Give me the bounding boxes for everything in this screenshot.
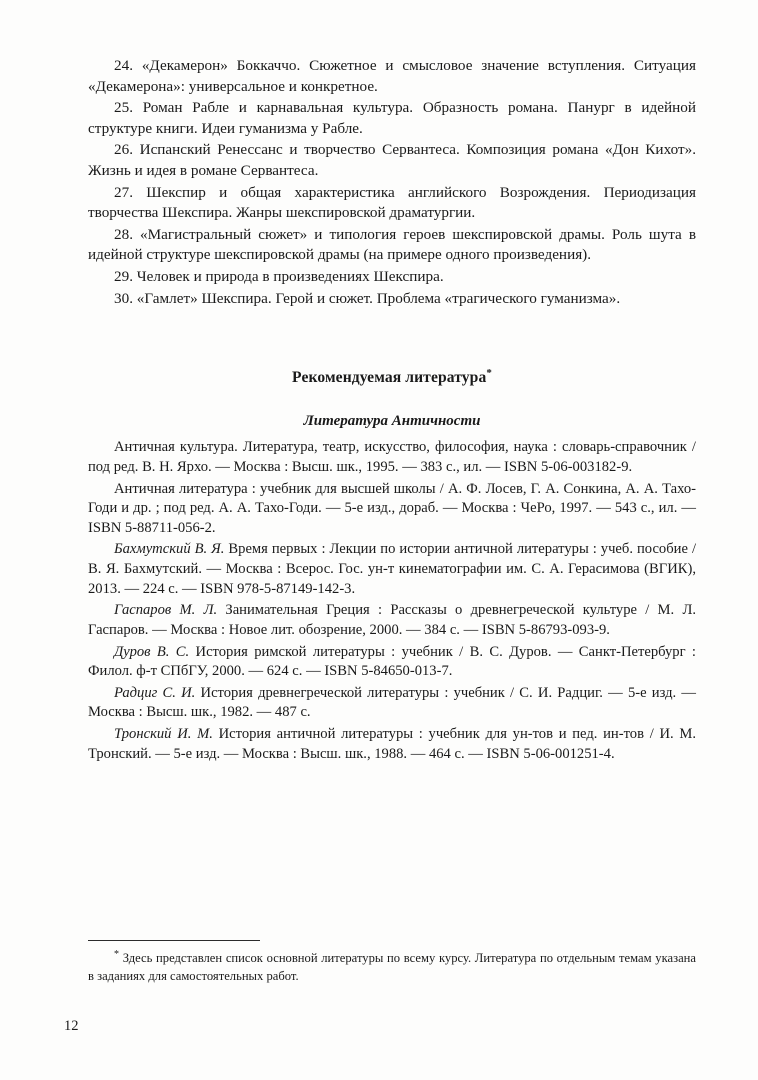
bibliography-entry bbox=[88, 684, 696, 723]
bibliography-text: История римской литературы : учебник / В. С. Дуров. — Санкт-Петербург : Филол. ф-т СПбГУ, 2000. — 624 с. — ISBN 5-84650-013-7. bbox=[88, 643, 696, 680]
bibliography-author: Гаспаров М. Л. bbox=[114, 602, 218, 619]
footnote-marker: * bbox=[114, 949, 119, 960]
list-item: 26. Испанский Ренессанс и творчество Сервантеса. Композиция романа «Дон Кихот». Жизнь и идея в романе Сервантеса. bbox=[88, 141, 696, 179]
list-item: 29. Человек и природа в произведениях Шекспира. bbox=[114, 267, 444, 285]
bibliography-author: Тронский И. М. bbox=[114, 726, 213, 743]
bibliography-entry bbox=[88, 480, 696, 539]
bibliography-entry bbox=[88, 725, 696, 764]
bibliography-entry bbox=[88, 601, 696, 640]
footnote bbox=[88, 940, 696, 985]
bibliography-text: Время первых : Лекции по истории античной литературы : учеб. пособие / В. Я. Бахмутский. — Москва : Всерос. Гос. ун-т кинематографии им. С. А. Герасимова (ВГИК), 2013. — 224 с. — ISBN 978-5-87149-142-3. bbox=[88, 541, 696, 597]
footnote-divider bbox=[88, 940, 260, 941]
page-number: 12 bbox=[64, 1018, 79, 1034]
footnote-text: Здесь представлен список основной литературы по всему курсу. Литература по отдельным темам указана в заданиях для самостоятельных работ. bbox=[88, 951, 696, 983]
bibliography-text: История античной литературы : учебник для ун-тов и пед. ин-тов / И. М. Тронский. — 5-е изд. — Москва : Высш. шк., 1988. — 464 с. — ISBN 5-06-001251-4. bbox=[88, 726, 696, 762]
bibliography-entry bbox=[88, 540, 696, 599]
bibliography-text: История древнегреческой литературы : учебник / С. И. Радциг. — 5-е изд. — Москва : Высш. шк., 1982. — 487 с. bbox=[88, 684, 696, 721]
footnote-content bbox=[88, 948, 696, 985]
question-list bbox=[88, 56, 696, 309]
list-item: 25. Роман Рабле и карнавальная культура. Образность романа. Панург в идейной структуре книги. Идеи гуманизма у Рабле. bbox=[88, 99, 696, 137]
bibliography-text: Античная культура. Литература, театр, искусство, философия, наука : словарь-справочник / под ред. В. Н. Ярхо. — Москва : Высш. шк., 1995. — 383 с., ил. — ISBN 5-06-003182-9. bbox=[88, 439, 696, 475]
subsection-heading: Литература Античности bbox=[303, 413, 481, 430]
list-item: 28. «Магистральный сюжет» и типология героев шекспировской драмы. Роль шута в идейной структуре шекспировской драмы (на примере одного произведения). bbox=[88, 225, 696, 264]
bibliography-author: Бахмутский В. Я. bbox=[114, 541, 225, 558]
bibliography-entry bbox=[88, 438, 696, 477]
page-content bbox=[88, 56, 696, 764]
bibliography-list bbox=[88, 438, 696, 764]
bibliography-author: Дуров В. С. bbox=[114, 643, 190, 660]
section-heading-text: Рекомендуемая литература bbox=[292, 369, 487, 387]
list-item: 24. «Декамерон» Боккаччо. Сюжетное и смысловое значение вступления. Ситуация «Декамерона»: универсальное и конкретное. bbox=[88, 57, 696, 95]
bibliography-text: Античная литература : учебник для высшей школы / А. Ф. Лосев, Г. А. Сонкина, А. А. Тахо-Годи и др. ; под ред. А. А. Тахо-Годи. — 5-е изд., дораб. — Москва : ЧеРо, 1997. — 543 с., ил. — ISBN 5-88711-056-2. bbox=[88, 480, 696, 536]
list-item: 30. «Гамлет» Шекспира. Герой и сюжет. Проблема «трагического гуманизма». bbox=[114, 289, 621, 307]
bibliography-entry bbox=[88, 643, 696, 682]
footnote-marker: * bbox=[486, 367, 492, 380]
bibliography-author: Радциг С. И. bbox=[114, 684, 196, 701]
bibliography-text: Занимательная Греция : Рассказы о древнегреческой культуре / М. Л. Гаспаров. — Москва : Новое лит. обозрение, 2000. — 384 с. — ISBN 5-86793-093-9. bbox=[88, 602, 697, 638]
list-item: 27. Шекспир и общая характеристика английского Возрождения. Периодизация творчества Шекспира. Жанры шекспировской драматургии. bbox=[88, 183, 696, 222]
section-heading bbox=[88, 367, 696, 387]
